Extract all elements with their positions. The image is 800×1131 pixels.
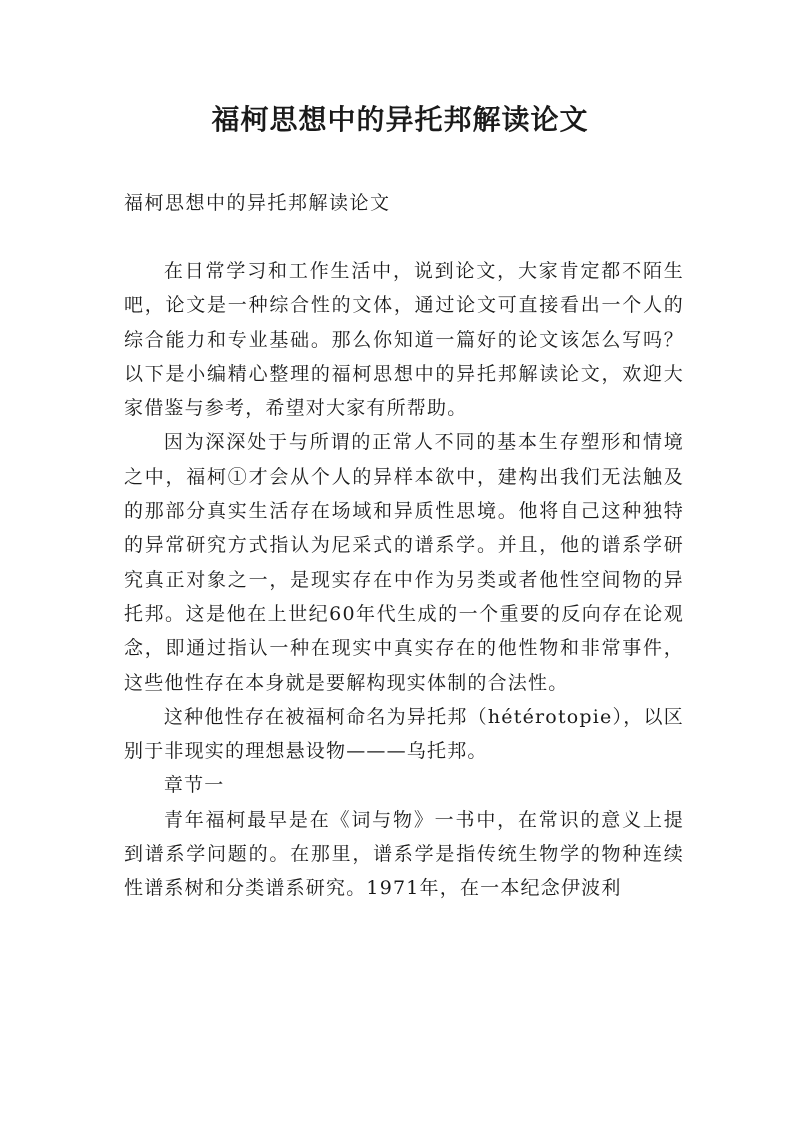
paragraph-genealogy: 因为深深处于与所谓的正常人不同的基本生存塑形和情境之中，福柯①才会从个人的异样本欲中，建构出我们无法触及的那部分真实生活存在场域和异质性思境。他将自己这种独特的异常研究方式指认为尼采式的谱系学。并且，他的谱系学研究真正对象之一，是现实存在中作为另类或者他性空间物的异托邦。这是他在上世纪60年代生成的一个重要的反向存在论观念，即通过指认一种在现实中真实存在的他性物和非常事件，这些他性存在本身就是要解构现实体制的合法性。 [124,431,684,694]
paragraph-intro: 在日常学习和工作生活中，说到论文，大家肯定都不陌生吧，论文是一种综合性的文体，通过论文可直接看出一个人的综合能力和专业基础。那么你知道一篇好的论文该怎么写吗？以下是小编精心整理的福柯思想中的异托邦解读论文，欢迎大家借鉴与参考，希望对大家有所帮助。 [124,260,684,420]
document-subtitle: 福柯思想中的异托邦解读论文 [124,192,391,214]
paragraph-heterotopia: 这种他性存在被福柯命名为异托邦（hétérotopie），以区别于非现实的理想悬设物———乌托邦。 [124,705,684,763]
document-title: 福柯思想中的异托邦解读论文 [211,103,589,136]
section-heading: 章节一 [163,774,225,797]
document-body [124,254,684,906]
paragraph-section-one: 青年福柯最早是在《词与物》一书中，在常识的意义上提到谱系学问题的。在那里，谱系学是指传统生物学的物种连续性谱系树和分类谱系研究。1971年，在一本纪念伊波利 [124,808,684,900]
